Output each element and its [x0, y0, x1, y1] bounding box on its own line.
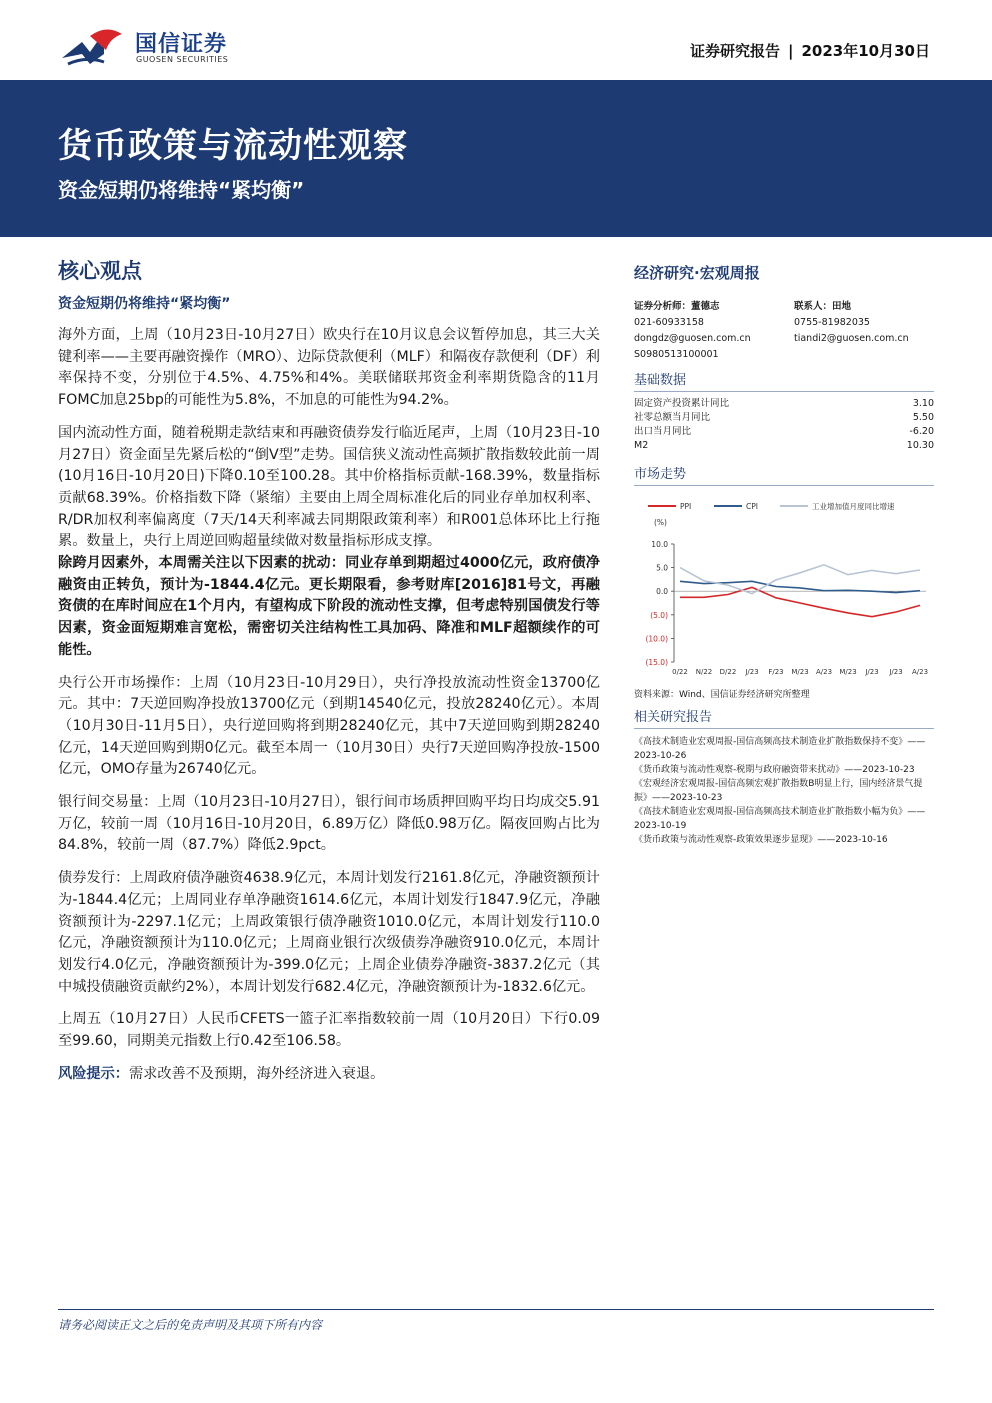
chart-source: 资料来源：Wind、国信证券经济研究所整理 [634, 690, 810, 700]
y-tick-label: 0.0 [656, 587, 668, 597]
x-tick-label: A/23 [815, 668, 833, 676]
report-type: 证券研究报告 [690, 42, 781, 60]
x-tick-label: F/23 [768, 668, 784, 676]
related-reports-list [634, 735, 934, 847]
core-views-subtitle: 资金短期仍将维持“紧均衡” [58, 296, 231, 312]
paragraph-interbank-volume: 银行间交易量：上周（10月23日-10月27日），银行间市场质押回购平均日均成交5.91万亿，较前一周（10月16日-10月20日，6.89万亿）降低0.98万亿。隔夜回购占比为84.8%，较前一周（87.7%）降低2.9pct。 [58, 794, 600, 854]
paragraph-domestic-liquidity: 国内流动性方面，随着税期走款结束和再融资债券发行临近尾声，上周（10月23日-10月27日）资金面呈先紧后松的“倒V型”走势。国信狭义流动性高频扩散指数较此前一周(10月16日-10月20日)下降0.10至100.28。其中价格指标贡献-168.39%，数量指标贡献68.39%。价格指数下降（紧缩）主要由上周全周标准化后的同业存单加权利率、R/DR加权利率偏离度（7天/14天利率减去同期限政策利率）和R001总体环比上行拖累。数量上，央行上周逆回购超量续做对数量指标形成支撑。 [58, 424, 600, 550]
basic-data-title: 基础数据 [634, 369, 934, 392]
series-line [680, 565, 920, 594]
report-subtitle: 资金短期仍将维持“紧均衡” [58, 178, 305, 202]
paragraph-omo: 央行公开市场操作：上周（10月23日-10月29日），央行净投放流动性资金13700亿元。其中：7天逆回购净投放13700亿元（到期14540亿元，投放28240亿元）。本周（10月30日-11月5日），央行逆回购将到期28240亿元，其中7天逆回购到期28240亿元，14天逆回购到期0亿元。截至本周一（10月30日）央行7天逆回购净投放-1500亿元，OMO存量为26740亿元。 [58, 674, 600, 778]
basic-data-row [634, 439, 934, 453]
basic-data-label: M2 [634, 440, 649, 451]
report-meta [690, 40, 930, 61]
market-trend-title: 市场走势 [634, 463, 934, 486]
x-tick-label: M/23 [839, 668, 857, 676]
y-tick-label: (15.0) [645, 658, 668, 667]
main-content [58, 255, 600, 1097]
sidebar [634, 262, 934, 847]
y-tick-label: (10.0) [645, 634, 668, 644]
analyst-contacts [634, 299, 934, 363]
contact-email: tiandi2@guosen.com.cn [794, 333, 909, 344]
contact-name: 联系人：田地 [794, 301, 852, 312]
risk-label: 风险提示： [58, 1065, 129, 1082]
analyst-email: dongdz@guosen.com.cn [634, 333, 751, 344]
basic-data-value: 3.10 [912, 398, 934, 409]
market-trend-chart [634, 492, 934, 682]
x-tick-label: J/23 [889, 668, 903, 676]
basic-data-label: 出口当月同比 [634, 426, 692, 437]
x-tick-label: N/22 [695, 668, 713, 676]
x-tick-label: A/23 [911, 668, 929, 676]
analyst-name: 证券分析师：董德志 [634, 301, 720, 312]
risk-warning [58, 1064, 600, 1086]
y-tick-label: (5.0) [650, 610, 668, 620]
paragraph-bond-issuance: 债券发行：上周政府债净融资4638.9亿元，本周计划发行2161.8亿元，净融资额预计为-1844.4亿元；上周同业存单净融资1614.6亿元，本周计划发行1847.9亿元，净融资额预计为-2297.1亿元；上周政策银行债净融资1010.0亿元，本周计划发行110.0亿元，净融资额预计为110.0亿元；上周商业银行次级债券净融资910.0亿元，本周计划发行4.0亿元，净融资额预计为-399.0亿元；上周企业债券净融资-3837.2亿元（其中城投债融资贡献约2%），本周计划发行682.4亿元，净融资额预计为-1832.6亿元。 [58, 870, 600, 995]
x-tick-label: J/23 [865, 668, 879, 676]
x-tick-label: J/23 [745, 668, 759, 676]
risk-text: 需求改善不及预期，海外经济进入衰退。 [128, 1065, 385, 1082]
x-tick-label: D/22 [719, 668, 737, 676]
x-tick-label: 0/22 [672, 668, 688, 676]
basic-data-value: -6.20 [909, 426, 934, 437]
related-report-link[interactable]: 《货币政策与流动性观察-税期与政府融资带来扰动》——2023-10-23 [634, 765, 915, 775]
basic-data-value: 5.50 [912, 412, 934, 423]
y-tick-label: 10.0 [651, 540, 668, 549]
related-report-link[interactable]: 《高技术制造业宏观周报-国信高频高技术制造业扩散指数小幅为负》——2023-10-19 [634, 807, 926, 831]
contact-block [794, 299, 934, 363]
legend-label: 工业增加值月度同比增速 [812, 502, 895, 511]
related-report-link[interactable]: 《高技术制造业宏观周报-国信高频高技术制造业扩散指数保持不变》——2023-10-26 [634, 737, 926, 761]
basic-data-table [634, 397, 934, 453]
related-report-link[interactable]: 《货币政策与流动性观察-政策效果逐步显现》——2023-10-16 [634, 835, 888, 845]
paragraph-fx: 上周五（10月27日）人民币CFETS一篮子汇率指数较前一周（10月20日）下行0.09至99.60，同期美元指数上行0.42至106.58。 [58, 1011, 600, 1050]
analyst-phone: 021-60933158 [634, 317, 704, 328]
contact-phone: 0755-81982035 [794, 317, 870, 328]
analyst-block [634, 299, 784, 363]
paragraph-key-factors: 除跨月因素外，本周需关注以下因素的扰动：同业存单到期超过4000亿元，政府债净融资由正转负，预计为-1844.4亿元。更长期限看，参考财库[2016]81号文，再融资债的在库时间应在1个月内，有望构成下阶段的流动性支撑，但考虑特别国债发行等因素，资金面短期难言宽松，需密切关注结构性工具加码、降准和MLF超额续作的可能性。 [58, 555, 600, 658]
basic-data-row [634, 425, 934, 439]
related-reports-title: 相关研究报告 [634, 706, 934, 729]
section-title: 经济研究·宏观周报 [634, 264, 760, 282]
footer-disclaimer: 请务必阅读正文之后的免责声明及其项下所有内容 [58, 1318, 323, 1332]
company-name-en: GUOSEN SECURITIES [136, 55, 229, 64]
y-tick-label: 5.0 [656, 563, 668, 573]
paragraph-overseas: 海外方面，上周（10月23日-10月27日）欧央行在10月议息会议暂停加息，其三大关键利率——主要再融资操作（MRO）、边际贷款便利（MLF）和隔夜存款便利（DF）利率保持不变，分别位于4.5%、4.75%和4%。美联储联邦资金利率期货隐含的11月FOMC加息25bp的可能性为5.8%，不加息的可能性为94.2%。 [58, 327, 600, 409]
company-name-cn: 国信证券 [135, 32, 228, 57]
basic-data-value: 10.30 [906, 440, 934, 451]
core-views-title: 核心观点 [58, 259, 142, 283]
report-date: 2023年10月30日 [801, 42, 930, 60]
legend-label: PPI [680, 502, 692, 511]
basic-data-row [634, 397, 934, 411]
basic-data-label: 社零总额当月同比 [634, 412, 711, 423]
legend-label: CPI [746, 502, 758, 511]
report-title: 货币政策与流动性观察 [58, 126, 408, 166]
y-unit-label: (%) [654, 518, 667, 527]
analyst-cert: S0980513100001 [634, 349, 719, 360]
basic-data-label: 固定资产投资累计同比 [634, 398, 730, 409]
x-tick-label: M/23 [791, 668, 809, 676]
footer-divider [58, 1309, 934, 1310]
related-report-link[interactable]: 《宏观经济宏观周报-国信高频宏观扩散指数B明显上行，国内经济景气提振》——2023-10-23 [634, 779, 923, 803]
separator: | [788, 42, 794, 60]
basic-data-row [634, 411, 934, 425]
